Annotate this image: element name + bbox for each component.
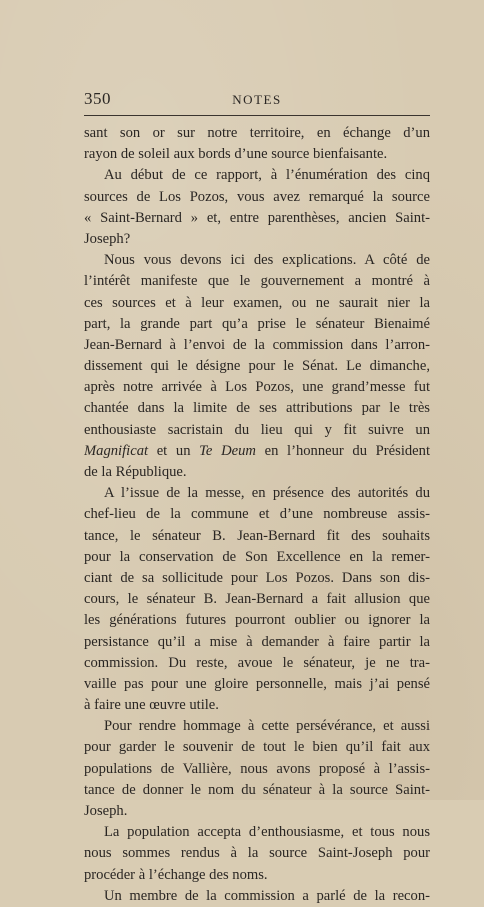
text-line: l’intérêt manifeste que le gouvernement a montré à [84, 273, 430, 290]
text-line: pour la conservation de Son Excellence en la remer- [84, 548, 430, 565]
text-line: enthousiaste sacristain du lieu qui y fit suivre un [84, 421, 430, 438]
text-line: tance, le sénateur B. Jean-Bernard fit des souhaits [84, 527, 430, 544]
running-head: NOTES [232, 92, 282, 107]
text-line: chantée dans la limite de ses attributions par le très [84, 400, 430, 417]
text-line: rayon de soleil aux bords d’une source bienfaisante. [84, 146, 388, 163]
text-line: Magnificat et un Te Deum en l’honneur du Président [84, 442, 430, 459]
text-line: les générations futures pourront oublier ou ignorer la [84, 612, 430, 629]
text-line: Joseph? [84, 230, 131, 247]
text-line: A l’issue de la messe, en présence des autorités du [104, 485, 430, 502]
text-line: Au début de ce rapport, à l’énumération des cinq [104, 167, 430, 184]
text-line: Nous vous devons ici des explications. A côté de [104, 252, 430, 269]
text-line: ciant de sa sollicitude pour Los Pozos. Dans son dis- [84, 569, 430, 586]
text-line: tance de donner le nom du sénateur à la source Saint- [84, 781, 430, 798]
text-line: Pour rendre hommage à cette persévérance, et aussi [104, 718, 430, 735]
text-line: commission. Du reste, avoue le sénateur, je ne tra- [84, 654, 430, 671]
italic-title: Te Deum [199, 442, 256, 459]
page-header [84, 89, 430, 111]
text-line: ces sources et à leur examen, ou ne saurait nier la [84, 294, 430, 311]
text-line: vaille pas pour une gloire personnelle, mais j’ai pensé [84, 675, 430, 692]
text-line: sources de Los Pozos, vous avez remarqué la source [84, 188, 430, 205]
text-line: pour garder le souvenir de tout le bien qu’il fait aux [84, 739, 430, 756]
text-line: sant son or sur notre territoire, en échange d’un [84, 125, 430, 141]
text-line: part, la grande part qu’a prise le sénateur Bienaimé [84, 315, 430, 332]
text-line: Joseph. [84, 803, 128, 819]
text-line: persistance qu’il a mise à demander à faire partir la [84, 633, 430, 650]
text-line: à faire une œuvre utile. [84, 697, 219, 714]
text-line: « Saint-Bernard » et, entre parenthèses, ancien Saint- [84, 209, 430, 226]
text-line: populations de Vallière, nous avons proposé à l’assis- [84, 760, 430, 777]
body-text [84, 123, 430, 907]
text-line: nous sommes rendus à la source Saint-Joseph pour [84, 845, 430, 862]
text-line: Un membre de la commission a parlé de la recon- [104, 887, 430, 904]
text-line: La population accepta d’enthousiasme, et tous nous [104, 824, 430, 841]
text-line: après notre arrivée à Los Pozos, une grand’messe fut [84, 379, 430, 396]
text-line: Jean-Bernard à l’envoi de la commission dans l’arron- [84, 336, 430, 353]
text-line: cours, le sénateur B. Jean-Bernard a fait allusion que [84, 591, 430, 608]
italic-title: Magnificat [84, 442, 149, 459]
header-rule [84, 115, 430, 116]
text-line: dissement qui le désigne pour le Sénat. Le dimanche, [84, 358, 430, 375]
text-line: de la République. [84, 464, 187, 480]
page-number: 350 [84, 89, 111, 108]
text-line: chef-lieu de la commune et d’une nombreuse assis- [84, 506, 430, 523]
text-line: procéder à l’échange des noms. [84, 866, 268, 883]
